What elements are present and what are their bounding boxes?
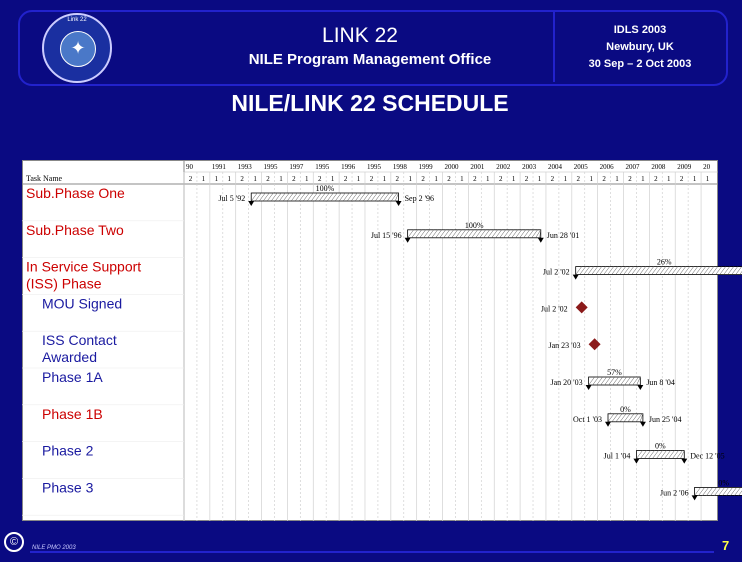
year-label: 1997 [289,163,304,171]
half-label: 2 [188,175,193,183]
year-label: 1998 [392,163,407,171]
task-name: (ISS) Phase [26,275,102,292]
bar-end-label: Dec 12 '05 [690,451,725,461]
half-label: 1 [537,175,542,183]
year-label: 2007 [625,163,640,171]
gantt-svg [22,160,730,521]
year-label: 1999 [418,163,433,171]
year-label: 2008 [651,163,666,171]
bar-percent-label: 0% [718,478,730,488]
year-label: 1991 [211,163,226,171]
half-label: 2 [576,175,581,183]
year-label: 2004 [547,163,562,171]
half-label: 1 [589,175,593,183]
task-name: Awarded [42,349,98,366]
year-label: 20 [703,163,711,171]
half-label: 2 [498,175,503,183]
task-name: ISS Contact [42,332,117,349]
bar-end-label: Sep 2 '96 [404,194,435,203]
bar-percent-label: 100% [464,220,484,230]
half-label: 1 [214,175,219,183]
half-label: 1 [227,175,231,183]
year-label: 1993 [237,163,252,171]
half-label: 2 [602,175,606,183]
half-label: 2 [524,175,529,183]
milestone-date-label: Jul 2 '02 [540,304,568,314]
half-label: 2 [550,175,555,183]
footer-rule [30,551,714,553]
half-label: 1 [434,175,438,183]
task-name: Phase 2 [42,442,94,459]
half-label: 1 [692,175,697,183]
bar-end-label: Jun 8 '04 [646,378,675,387]
half-label: 2 [654,175,658,183]
page-number: 7 [722,538,730,553]
year-label: 90 [186,163,193,171]
bar-end-label: Jun 28 '01 [546,230,580,240]
presentation-title: LINK 22 [322,24,398,47]
half-label: 1 [408,175,412,183]
year-label: 2009 [677,163,692,171]
task-name: Phase 3 [42,479,94,496]
year-label: 2000 [444,163,459,171]
half-label: 1 [486,175,490,183]
year-label: 1995 [366,163,381,171]
year-label: 2006 [599,163,614,171]
half-label: 2 [421,175,425,183]
half-label: 2 [447,175,451,183]
year-label: 1995 [315,163,330,171]
bar-start-label: Jul 2 '02 [542,267,570,277]
bar-start-label: Jul 5 '92 [218,194,246,203]
header-divider [553,10,555,82]
task-name: In Service Support [26,258,142,275]
slide-title: NILE/LINK 22 SCHEDULE [231,90,509,116]
task-name: Phase 1B [42,405,103,422]
conference-name: IDLS 2003 [613,24,667,36]
half-label: 1 [305,175,309,183]
presentation-subtitle: NILE Program Management Office [248,51,492,68]
year-label: 2002 [496,163,511,171]
chart-border [23,161,718,521]
year-label: 1996 [341,163,356,171]
half-label: 1 [279,175,283,183]
half-label: 1 [641,175,645,183]
copyright-icon: © [4,532,24,552]
conference-dates: 30 Sep – 2 Oct 2003 [588,58,692,70]
half-label: 1 [563,175,568,183]
bar-start-label: Jun 2 '06 [660,488,689,498]
half-label: 1 [615,175,619,183]
half-label: 1 [460,175,464,183]
half-label: 1 [667,175,671,183]
task-header: Task Name [26,174,63,183]
half-label: 1 [253,175,257,183]
bar-percent-label: 0% [620,404,631,414]
half-label: 2 [240,175,244,183]
bar-start-label: Jul 15 '96 [370,230,402,240]
bar-start-label: Jul 1 '04 [603,451,631,461]
task-name: Phase 1A [42,369,103,385]
bar-percent-label: 26% [656,257,672,267]
logo-text: Link 22 [67,17,87,23]
year-label: 1995 [263,163,278,171]
half-label: 2 [317,175,322,183]
compass-icon: ✦ [60,31,96,67]
half-label: 1 [382,175,387,183]
half-label: 1 [705,175,710,183]
half-label: 1 [330,175,335,183]
gantt-chart [22,160,730,521]
half-label: 1 [356,175,361,183]
bar-percent-label: 100% [315,184,335,193]
bar-percent-label: 0% [655,441,666,451]
half-label: 2 [343,175,348,183]
year-label: 2003 [522,163,537,171]
half-label: 1 [201,175,206,183]
task-name: Sub.Phase Two [26,221,124,238]
conference-info [560,22,720,73]
conference-location: Newbury, UK [606,41,674,53]
task-name: MOU Signed [42,295,123,312]
half-label: 2 [266,175,270,183]
task-bar [589,377,641,385]
year-label: 2001 [470,163,485,171]
half-label: 2 [395,175,400,183]
half-label: 2 [473,175,477,183]
half-label: 2 [292,175,296,183]
half-label: 2 [628,175,632,183]
nile-logo [42,13,112,83]
milestone-date-label: Jan 23 '03 [548,341,581,351]
footer-org: NILE PMO 2003 [32,545,76,551]
year-label: 2005 [573,163,588,171]
bar-percent-label: 57% [607,368,622,377]
bar-start-label: Oct 1 '03 [573,414,602,424]
half-label: 1 [511,175,516,183]
task-name: Sub.Phase One [26,185,125,201]
bar-start-label: Jan 20 '03 [550,378,583,387]
half-label: 2 [679,175,684,183]
bar-end-label: Jun 25 '04 [648,414,682,424]
half-label: 2 [369,175,374,183]
